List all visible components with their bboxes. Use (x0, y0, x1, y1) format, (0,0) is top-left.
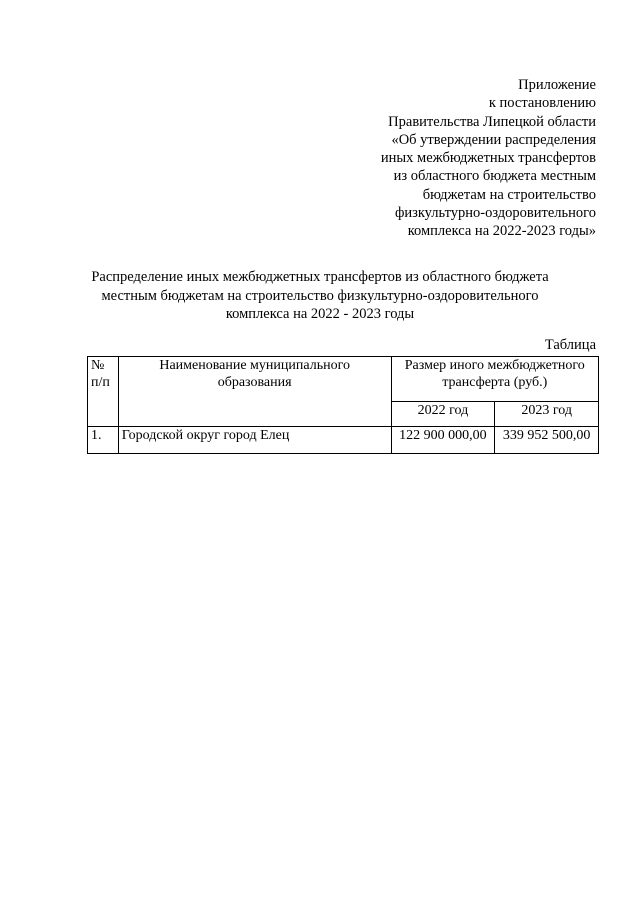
header-year-2023: 2023 год (495, 402, 599, 427)
table-label: Таблица (544, 337, 596, 353)
appendix-line: комплекса на 2022-2023 годы» (407, 223, 596, 240)
title-line: комплекса на 2022 - 2023 годы (225, 306, 415, 322)
header-num: № п/п (88, 357, 119, 427)
header-year-2022: 2022 год (391, 402, 495, 427)
header-amount: Размер иного межбюджетного трансферта (руб.) (391, 357, 598, 402)
header-name: Наименование муниципального образования (118, 357, 391, 427)
row-amount-2023: 339 952 500,00 (495, 427, 599, 454)
appendix-line: к постановлению (488, 95, 596, 112)
appendix-line: «Об утверждении распределения (391, 131, 596, 148)
row-municipality: Городской округ город Елец (118, 427, 391, 454)
table-header-row (88, 357, 599, 402)
row-num: 1. (88, 427, 119, 454)
title-line: местным бюджетам на строительство физкультурно-оздоровительного (101, 287, 539, 304)
distribution-table (87, 356, 599, 454)
appendix-line: физкультурно-оздоровительного (394, 205, 596, 222)
document-title (60, 268, 580, 324)
table-row (88, 427, 599, 454)
appendix-block (296, 76, 596, 241)
title-line: Распределение иных межбюджетных трансфертов из областного бюджета (91, 269, 549, 285)
appendix-line: Правительства Липецкой области (388, 113, 596, 130)
row-amount-2022: 122 900 000,00 (391, 427, 495, 454)
appendix-line: бюджетам на строительство (422, 186, 596, 203)
appendix-line: иных межбюджетных трансфертов (380, 150, 596, 167)
appendix-line: Приложение (518, 77, 596, 93)
appendix-line: из областного бюджета местным (393, 168, 596, 185)
